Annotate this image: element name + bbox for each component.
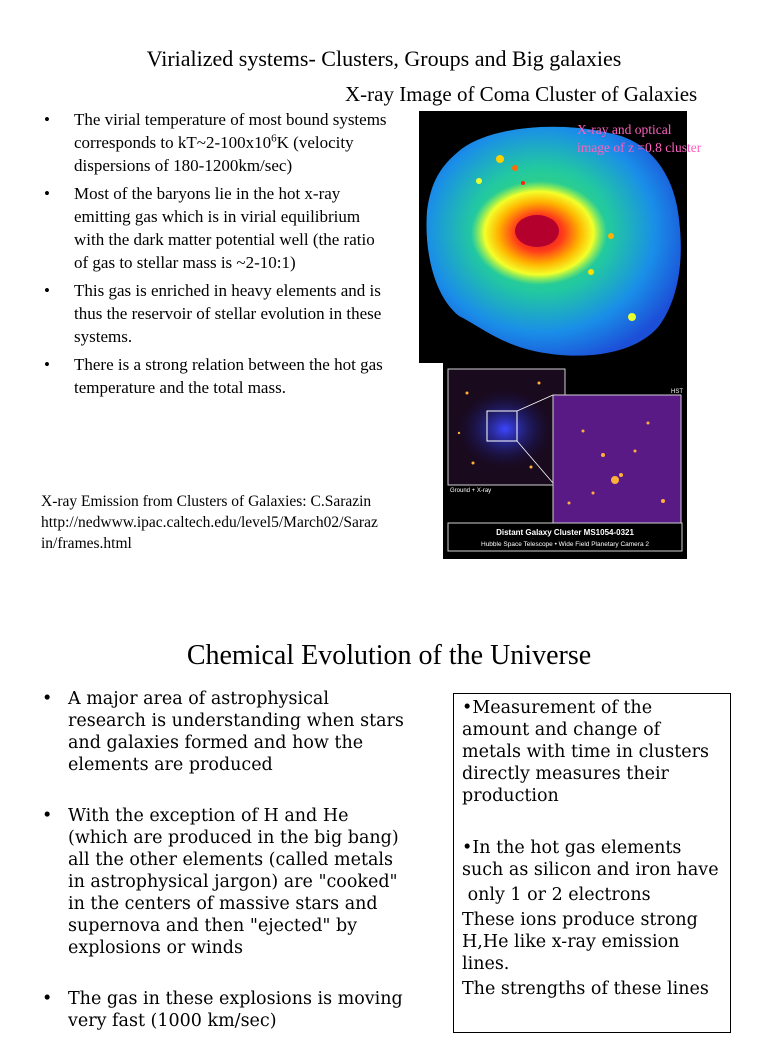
bullet-marker: • <box>42 989 53 1009</box>
slide1-subtitle: X-ray Image of Coma Cluster of Galaxies <box>345 82 698 106</box>
hst-caption-sub: Hubble Space Telescope • Wide Field Planetary Camera 2 <box>481 541 649 548</box>
bullet-marker: • <box>42 806 53 826</box>
list-item <box>44 108 389 177</box>
list-item <box>42 688 412 776</box>
bullet-marker: • <box>44 110 50 129</box>
bullet-text: A major area of astrophysical research is understanding when stars and galaxies formed and how the elements are produced <box>68 689 404 775</box>
bullet-marker: • <box>44 184 50 203</box>
reference-citation <box>41 491 431 554</box>
hst-label: HST <box>671 389 683 395</box>
list-item <box>44 353 389 399</box>
box-paragraph: •Measurement of the amount and change of metals with time in clusters directly measures their production <box>462 698 709 806</box>
reference-line: X-ray Emission from Clusters of Galaxies: C.Sarazin <box>41 493 372 510</box>
bullet-marker: • <box>44 355 50 374</box>
bullet-text: There is a strong relation between the hot gas temperature and the total mass. <box>74 355 383 397</box>
slide1-bullet-list <box>44 108 389 404</box>
bullet-text: This gas is enriched in heavy elements and is thus the reservoir of stellar evolution in these systems. <box>74 281 382 346</box>
bullet-marker: • <box>42 689 53 709</box>
bullet-text: K (velocity dispersions of 180-1200km/sec) <box>74 133 354 175</box>
bullet-text: The gas in these explosions is moving very fast (1000 km/sec) <box>68 989 403 1031</box>
list-item <box>44 182 389 274</box>
box-paragraph: •In the hot gas elements such as silicon and iron have <box>462 838 719 880</box>
hst-cluster-image <box>443 363 687 559</box>
slide2-bullet-list <box>42 688 412 1061</box>
caption-line: X-ray and optical <box>577 122 672 137</box>
slide1-title: Virialized systems- Clusters, Groups and Big galaxies <box>146 46 622 71</box>
bullet-text: With the exception of H and He (which are produced in the big bang) all the other elements (called metals in astrophysical jargon) are "cooked" in the centers of massive stars and supernova and then "ejected" by explosions or winds <box>68 806 399 958</box>
image-caption <box>577 121 701 157</box>
bullet-marker: • <box>44 281 50 300</box>
ground-xray-label: Ground + X-ray <box>450 488 492 494</box>
bullet-text: The virial temperature of most bound systems corresponds to kT~2-100x10 <box>74 110 387 152</box>
reference-url-cont: in/frames.html <box>41 535 132 552</box>
slide2-title: Chemical Evolution of the Universe <box>186 640 592 671</box>
side-textbox <box>453 693 731 1033</box>
coma-xray-image <box>419 111 702 363</box>
bullet-text: Most of the baryons lie in the hot x-ray emitting gas which is in virial equilibrium with the dark matter potential well (the ratio of gas to stellar mass is ~2-10:1) <box>74 184 375 272</box>
box-paragraph: The strengths of these lines <box>462 979 709 999</box>
list-item <box>42 988 412 1032</box>
reference-url: http://nedwww.ipac.caltech.edu/level5/March02/Saraz <box>41 514 378 531</box>
caption-line: image of z =0.8 cluster <box>577 140 702 155</box>
optical-composite <box>443 363 687 559</box>
superscript: 6 <box>271 132 277 145</box>
box-paragraph: These ions produce strong H,He like x-ray emission lines. <box>462 910 698 974</box>
list-item <box>44 279 389 348</box>
list-item <box>42 805 412 959</box>
box-paragraph: only 1 or 2 electrons <box>462 885 651 905</box>
hst-caption-title: Distant Galaxy Cluster MS1054-0321 <box>496 528 634 537</box>
